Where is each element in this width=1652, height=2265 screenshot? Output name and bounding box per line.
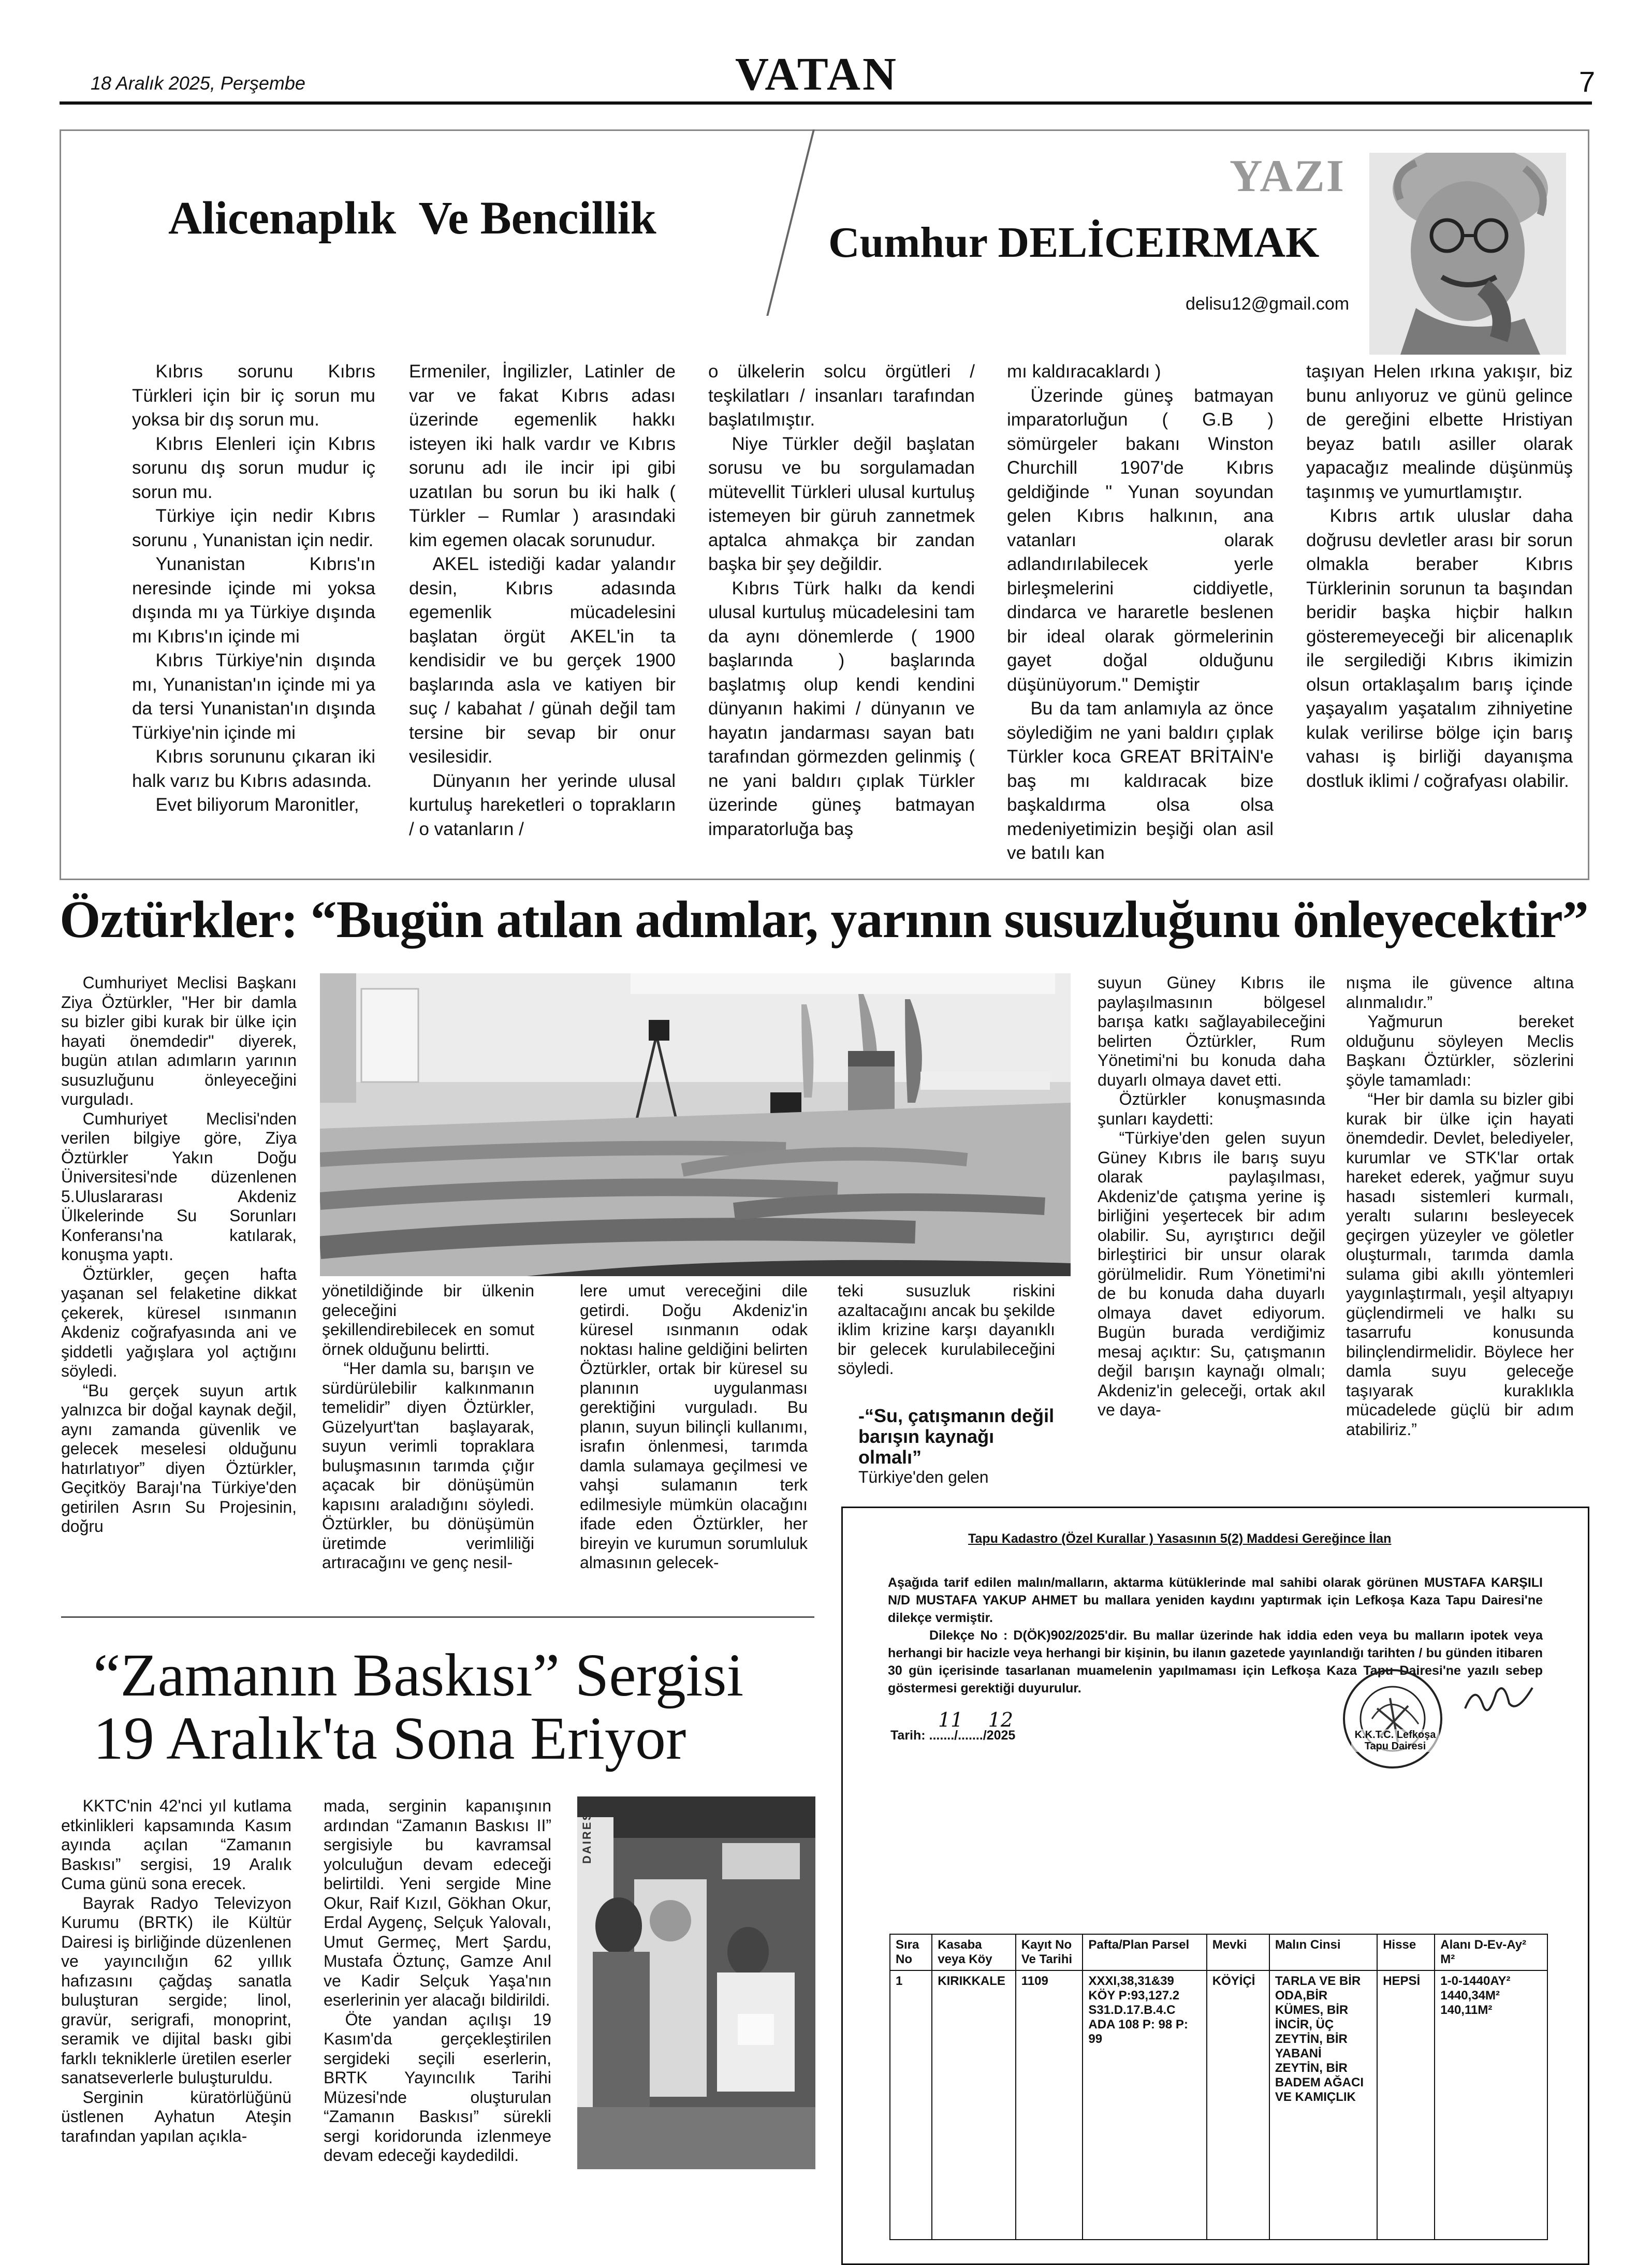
- notice-paragraph-2: Dilekçe No : D(ÖK)902/2025'dir. Bu mallar üzerinde hak iddia eden veya bu malların ipotek veya herhangi bir hacizle veya herhangi bir kişinin, bu ilanın gazetede yayınlandığı tarihten / bu günden itibaren 30 gün içerisinde tasarlanan muamelenin yapılmaması için Lefkoşa Kaza Tapu Dairesi'ne yazılı sebep göstermesi gerektiği duyurulur.: [888, 1628, 1543, 1696]
- paragraph: “Bu gerçek suyun artık yalnızca bir doğal kaynak değil, aynı zamanda güvenlik ve gelecek meselesi olduğunu hatırlatıyor” diyen Öztürkler, Geçitköy Barajı'na Türkiye'den getirilen Asrın Su Projesinin, doğru: [61, 1381, 297, 1536]
- masthead-date: 18 Aralık 2025, Perşembe: [91, 72, 305, 94]
- paragraph: Öztürkler, geçen hafta yaşanan sel felaketine dikkat çekerek, küresel ısınmanın Akdeniz coğrafyasında ani ve şiddetli yağışlara yol açtığını söyledi.: [61, 1264, 297, 1380]
- article2-col-1: [61, 1796, 291, 2146]
- column-email: delisu12@gmail.com: [1186, 294, 1350, 314]
- paragraph: Türkiye'den gelen: [858, 1467, 989, 1486]
- paragraph: Yunanistan Kıbrıs'ın neresinde içinde mi yoksa dışında mı ya Türkiye dışında mı Kıbrıs'ın içinde mi: [132, 554, 375, 647]
- column-kicker: YAZI: [1230, 151, 1346, 201]
- table-cell: 1-0-1440AY² 1440,34M² 140,11M²: [1435, 1970, 1547, 2240]
- table-header: Kasaba veya Köy: [932, 1934, 1016, 1970]
- article1-col-3: [580, 1281, 808, 1573]
- table-header: Malın Cinsi: [1269, 1934, 1377, 1970]
- paragraph: teki susuzluk riskini azaltacağını ancak bu şekilde iklim krizine karşı dayanıklı bir gelecek kurulabileceğini söyledi.: [838, 1281, 1055, 1378]
- paragraph: AKEL istediği kadar yalandır desin, Kıbrıs adasında egemenlik mücadelesini başlatan örgüt AKEL'in ta kendisidir ve bu gerçek 1900 başlarında asla ve katiyen bir suç / kabahat / günah değil tam tersine bir sevap bir onur vesilesidir.: [409, 554, 676, 767]
- article2-headline-line-2: 19 Aralık'ta Sona Eriyor: [93, 1704, 686, 1772]
- paragraph: Yağmurun bereket olduğunu söyleyen Meclis Başkanı Öztürkler, sözlerini şöyle tamamladı:: [1346, 1012, 1574, 1089]
- table-cell: KIRIKKALE: [932, 1970, 1016, 2240]
- article2-headline-line-1: “Zamanın Baskısı” Sergisi: [93, 1641, 744, 1709]
- paragraph: taşıyan Helen ırkına yakışır, biz bunu anlıyoruz ve günü gelince de gereğini elbette Hristiyan beyaz batılı asiller olarak yapacağız mealinde düşünmüş taşınmış ve yumurtlamıştır.: [1306, 361, 1573, 502]
- column-author: Cumhur DELİCEIRMAK: [828, 218, 1320, 267]
- paragraph: Dünyanın her yerinde ulusal kurtuluş hareketleri o toprakların / o vatanların /: [409, 770, 676, 839]
- table-header: Mevki: [1207, 1934, 1269, 1970]
- notice-paragraph-1: Aşağıda tarif edilen malın/malların, aktarma kütüklerinde mal sahibi olarak görünen MUSTAFA KARŞILI N/D MUSTAFA YAKUP AHMET bu mallara yeniden kaydını yaptırmak için Lefkoşa Kaza Tapu Dairesi'ne dilekçe vermiştir.: [888, 1575, 1543, 1625]
- paragraph: mada, serginin kapanışının ardından “Zamanın Baskısı II” sergisiyle bu kavramsal yolculuğun devam edeceği belirtildi. Yeni sergide Mine Okur, Raif Kızıl, Gökhan Okur, Erdal Aygenç, Selçuk Yalovalı, Umut Germeç, Mert Şardu, Mustafa Öztunç, Gamze Anıl ve Kadir Selçuk Yaşa'nın eserlerinin yer alacağı bildirildi.: [324, 1796, 551, 2009]
- article1-col-4: [838, 1281, 1055, 1487]
- article-divider: [61, 1616, 814, 1618]
- article1-col-2: [322, 1281, 534, 1573]
- column-text-col-5: [1306, 360, 1573, 793]
- notice-table-wrap: [889, 1934, 1548, 2240]
- paragraph: Kıbrıs Türk halkı da kendi ulusal kurtuluş mücadelesini tam da aynı dönemlerde ( 1900 başlarında ) başlarında başlatmış olup kendi kendini dünyanın hakimi / dünyanın ve hayatın jandarması sayan batı tarafından görmezden gelinmiş ( ne yani baldırı çıplak Türkler üzerinde güneş batmayan imparatorluğa baş: [708, 578, 975, 839]
- paragraph: Kıbrıs Türkiye'nin dışında mı, Yunanistan'ın içinde mi ya da tersi Yunanistan'ın dışında Türkiye'nin içinde mi: [132, 650, 375, 743]
- table-header: Sıra No: [890, 1934, 932, 1970]
- paragraph: Serginin küratörlüğünü üstlenen Ayhatun Ateşin tarafından yapılan açıkla-: [61, 2087, 291, 2145]
- table-cell: XXXI,38,31&39 KÖY P:93,127.2 S31.D.17.B.4.C ADA 108 P: 98 P: 99: [1083, 1970, 1206, 2240]
- column-text-col-3: [708, 360, 975, 841]
- paragraph: Öte yandan açılışı 19 Kasım'da gerçekleştirilen sergideki seçili eserlerin, BRTK Yayıncılık Tarihi Müzesi'nde oluşturulan “Zamanın Baskısı” sürekli sergi koridorunda izlenmeye devam edeceği kaydedildi.: [324, 2010, 551, 2165]
- notice-table: [889, 1934, 1548, 2240]
- masthead-title: VATAN: [735, 49, 899, 100]
- stamp-text: K.K.T.C. Lefkoşa Tapu Dairesi: [1351, 1729, 1439, 1752]
- notice-date: Tarih: ......./......./2025: [890, 1728, 1016, 1743]
- paragraph: nışma ile güvence altına alınmalıdır.”: [1346, 973, 1574, 1012]
- table-cell: HEPSİ: [1377, 1970, 1435, 2240]
- paragraph: o ülkelerin solcu örgütleri / teşkilatları / insanları tarafından başlatılmıştır.: [708, 361, 975, 430]
- column-title: Alicenaplık Ve Bencillik: [168, 193, 656, 244]
- column-text-col-1: [132, 360, 375, 817]
- paragraph: Niye Türkler değil başlatan sorusu ve bu sorgulamadan mütevellit Türkleri ulusal kurtuluş istemeyen bir güruh zannetmek aptalca ahmakça bir zandan başka bir şey değildir.: [708, 433, 975, 574]
- paragraph: Kıbrıs sorununu çıkaran iki halk varız bu Kıbrıs adasında.: [132, 747, 375, 791]
- paragraph: “Her damla su, barışın ve sürdürülebilir kalkınmanın temelidir” diyen Öztürkler, Güzelyurt'tan başlayarak, suyun verimli topraklara buluşmasının tarımda çığır açacak bir dönüşümün kapısını araladığını söyledi. Öztürkler, bu dönüşümün üretimde verimliliği artıracağını ve genç nesil-: [322, 1359, 534, 1572]
- article2-col-2: [324, 1796, 551, 2166]
- article2-photo: [577, 1796, 815, 2169]
- signature: [1460, 1677, 1538, 1724]
- paragraph: Kıbrıs Elenleri için Kıbrıs sorunu dış sorun mudur iç sorun mu.: [132, 433, 375, 502]
- photo-sign-text: DAIREST: [580, 1803, 593, 1864]
- page-number: 7: [1579, 65, 1596, 98]
- paragraph: Bu da tam anlamıyla az önce söylediğim ne yani baldırı çıplak Türkler koca GREAT BRİTAİN'e baş mı kaldıracak bize başkaldırma olsa olsa medeniyetimizin beşiği olan asil ve batılı kan: [1007, 698, 1274, 863]
- paragraph: “Türkiye'den gelen suyun Güney Kıbrıs ile barış suyu olarak paylaşılması, Akdeniz'de çatışma yerine iş birliğini yeşertecek bir adım olabilir. Su, ayrıştırıcı değil birleştirici bir unsur olarak görülmelidir. Rum Yönetimi'ni de bu konuda daha duyarlı olmaya davet ediyorum. Bugün burada verdiğimiz mesaj açıktır: Su, çatışmanın değil barışın kaynağı olmalı; Akdeniz'in geleceği, ortak akıl ve daya-: [1098, 1129, 1325, 1419]
- table-cell: KÖYİÇİ: [1207, 1970, 1269, 2240]
- official-stamp: [1341, 1667, 1444, 1771]
- paragraph: Kıbrıs sorunu Kıbrıs Türkleri için bir iç sorun mu yoksa bir dış sorun mu.: [132, 361, 375, 430]
- table-cell: 1: [890, 1970, 932, 2240]
- paragraph: KKTC'nin 42'nci yıl kutlama etkinlikleri kapsamında Kasım ayında açılan “Zamanın Baskısı” sergisi, 19 Aralık Cuma günü sona erecek.: [61, 1796, 291, 1893]
- author-photo: [1369, 153, 1566, 355]
- table-header: Alanı D-Ev-Ay² M²: [1435, 1934, 1547, 1970]
- table-header: Pafta/Plan Parsel: [1083, 1934, 1206, 1970]
- table-cell: TARLA VE BİR ODA,BİR KÜMES, BİR İNCİR, ÜÇ ZEYTİN, BİR YABANİ ZEYTİN, BİR BADEM AĞACI VE KAMIÇLIK: [1269, 1970, 1377, 2240]
- paragraph: Türkiye için nedir Kıbrıs sorunu , Yunanistan için nedir.: [132, 506, 375, 550]
- table-header: Hisse: [1377, 1934, 1435, 1970]
- article1-col-6: [1346, 973, 1574, 1439]
- article1-photo: [320, 973, 1071, 1276]
- table-header: Kayıt No Ve Tarihi: [1016, 1934, 1083, 1970]
- paragraph: Üzerinde güneş batmayan imparatorluğun ( G.B ) sömürgeler bakanı Winston Churchill 1907'de Kıbrıs geldiğinde '' Yunan soyundan gelen Kıbrıs halkının, ana vatanları olarak adlandırılabilecek yerle birleşmelerini ciddiyetle, dindarca ve hararetle beslenen bir ideal olarak görmelerinin gayet doğal olduğunu düşünüyorum." Demiştir: [1007, 385, 1274, 695]
- paragraph: Evet biliyorum Maronitler,: [155, 795, 359, 815]
- paragraph: Öztürkler konuşmasında şunları kaydetti:: [1098, 1090, 1325, 1128]
- paragraph: lere umut vereceğini dile getirdi. Doğu Akdeniz'in küresel ısınmanın odak noktası haline geldiğini belirten Öztürkler, ortak bir küresel su planının uygulanması gerektiğini vurguladı. Bu planın, suyun bilinçli kullanımı, israfın önlenmesi, tarımda damla sulamaya geçilmesi ve vahşi sulamanın terk edilmesiyle mümkün olacağını ifade eden Öztürkler, her bireyin ve kurumun sorumluluk almasının gelecek-: [580, 1281, 808, 1572]
- table-cell: 1109: [1016, 1970, 1083, 2240]
- notice-date-handwritten: 11 12: [938, 1708, 1014, 1731]
- paragraph: Kıbrıs artık uluslar daha doğrusu devletler arası bir sorun olmakla beraber Kıbrıs Türklerinin sorunun ta başından beridir başka hiçbir halkın gösteremeyeceği bir alicenaplık ile sergilediği Kıbrıs ikimizin olsun ortaklaşalım barış içinde yaşayalım yaşatalım zihniyetine kulak verilirse bölge için barış vahası iş birliği dayanışma dostluk iklimi / coğrafyası olabilir.: [1306, 506, 1573, 791]
- column-text-col-4: [1007, 360, 1274, 866]
- article1-col-5: [1098, 973, 1325, 1420]
- article1-headline: Öztürkler: “Bugün atılan adımlar, yarının susuzluğunu önleyecektir”: [60, 890, 1588, 949]
- notice-title: Tapu Kadastro (Özel Kurallar ) Yasasının 5(2) Maddesi Gereğince İlan: [968, 1531, 1392, 1546]
- paragraph: mı kaldıracaklardı ): [1007, 361, 1161, 382]
- article1-col-1: [61, 973, 297, 1537]
- table-header-row: [890, 1934, 1547, 1970]
- paragraph: Ermeniler, İngilizler, Latinler de var ve fakat Kıbrıs adası üzerinde egemenlik hakkı isteyen iki halk vardır ve Kıbrıs sorunu adı ile incir ipi gibi uzatılan bu sorun bu iki halk ( Türkler – Rumlar ) arasındaki kim egemen olacak sorunudur.: [409, 361, 676, 550]
- paragraph: Cumhuriyet Meclisi Başkanı Ziya Öztürkler, "Her bir damla su bizler gibi kurak bir ülke için hayati önemdedir" diyerek, bugün atılan adımların yarının susuzluğunu önleyeceğini vurguladı.: [61, 973, 297, 1108]
- paragraph: “Her bir damla su bizler gibi kurak bir ülke için hayati önemdedir. Devlet, belediyeler, kurumlar ve STK'lar ortak hareket ederek, yağmur suyu hasadı sistemleri kurmalı, yeraltı sularını besleyecek geçirgen yüzeyler ve göletler oluşturmalı, tarımda damla sulama gibi akıllı yöntemleri yaygınlaştırmalı, yeşil altyapıyı güçlendirmeli ve halkı su tasarrufu konusunda bilinçlendirmelidir. Böylece her damla suyu geleceğe taşıyarak kuraklıkla mücadelede güçlü bir adım atabiliriz.”: [1346, 1090, 1574, 1439]
- masthead-rule: [60, 101, 1592, 105]
- paragraph: Bayrak Radyo Televizyon Kurumu (BRTK) ile Kültür Dairesi iş birliğinde düzenlenen ve yayıncılığın 62 yıllık hafızasını çağdaş sanatla buluşturan sergide; linol, gravür, serigrafi, monoprint, seramik ve dijital baskı gibi farklı tekniklerle üretilen eserler sanatseverlerle buluşturuldu.: [61, 1893, 291, 2087]
- table-row: [890, 1970, 1547, 2240]
- paragraph: yönetildiğinde bir ülkenin geleceğini şekillendirebilecek en somut örnek olduğunu belirtti.: [322, 1281, 534, 1358]
- paragraph: Cumhuriyet Meclisi'nden verilen bilgiye göre, Ziya Öztürkler Yakın Doğu Üniversitesi'nde düzenlenen 5.Uluslararası Akdeniz Ülkelerinde Su Sorunları Konferansı'na katılarak, konuşma yaptı.: [61, 1109, 297, 1264]
- article1-subhead: -“Su, çatışmanın değil barışın kaynağı olmalı”: [858, 1405, 1055, 1468]
- paragraph: suyun Güney Kıbrıs ile paylaşılmasının bölgesel barışa katkı sağlayabileceğini belirten Öztürkler, Rum Yönetimi'ni bu konuda daha duyarlı olmaya davet etti.: [1098, 973, 1325, 1089]
- column-text-col-2: [409, 360, 676, 841]
